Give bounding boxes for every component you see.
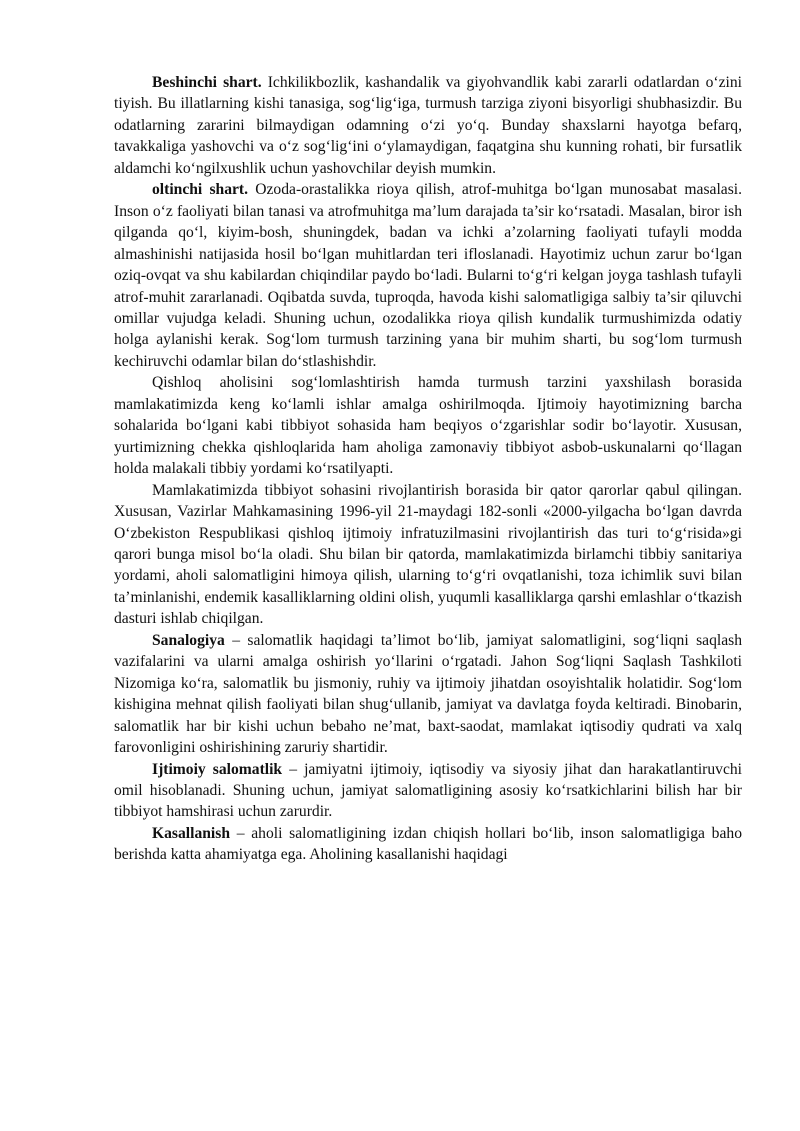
paragraph-text: Qishloq aholisini sog‘lomlashtirish hamda turmush tarzini yaxshilash borasida mamlakatimizda keng ko‘lamli ishlar amalga oshirilmoqda. Ijtimoiy hayotimizning barcha sohalarida bo‘lgani kabi tibbiyot sohasida ham beqiyos o‘zgarishlar sodir bo‘layotir. Xususan, yurtimizning chekka qishloqlarida ham aholiga zamonaviy tibbiyot asbob-uskunalarni qo‘llagan holda malakali tibbiy yordami ko‘rsatilyapti.	[114, 374, 742, 478]
paragraph-kasallanish	[114, 823, 742, 866]
paragraph-term: Beshinchi shart.	[152, 74, 262, 91]
paragraph-beshinchi-shart	[114, 72, 742, 179]
paragraph-term: Ijtimoiy salomatlik	[152, 760, 283, 778]
paragraph-sanalogiya	[114, 630, 742, 759]
paragraph-term: Sanalogiya	[152, 631, 225, 649]
paragraph-term: Kasallanish	[152, 824, 230, 842]
paragraph-term: oltinchi shart.	[152, 181, 249, 199]
paragraph-qishloq-aholisi	[114, 372, 742, 479]
paragraph-text: Mamlakatimizda tibbiyot sohasini rivojlantirish borasida bir qator qarorlar qabul qilingan. Xususan, Vazirlar Mahkamasining 1996-yil 21-maydagi 182-sonli «2000-yilgacha bo‘lgan davrda O‘zbekiston Respublikasi qishloq ijtimoiy infratuzilmasini rivojlantirish das turi to‘g‘risida»gi qarori bunga misol bo‘la oladi. Shu bilan bir qatorda, mamlakatimizda birlamchi tibbiy sanitariya yordami, aholi salomatligini himoya qilish, ularning to‘g‘ri ovqatlanishi, toza ichimlik suvi bilan ta’minlanishi, endemik kasalliklarning oldini olish, yuqumli kasalliklarga qarshi emlashlar o‘tkazish dasturi ishlab chiqilgan.	[114, 481, 742, 628]
document-page	[114, 72, 742, 866]
paragraph-text: Ozoda-orastalikka rioya qilish, atrof-muhitga bo‘lgan munosabat masalasi. Inson o‘z faoliyati bilan tanasi va atrofmuhitga ma’lum darajada ta’sir ko‘rsatadi. Masalan, biror ish qilganda qo‘l, kiyim-bosh, shuningdek, badan va ichki a’zolarning faoliyati tufayli modda almashinishi natijasida hosil bo‘lgan muhitlardan teri ifloslanadi. Hayotimiz uchun zarur bo‘lgan oziq-ovqat va shu kabilardan chiqindilar paydo bo‘ladi. Bularni to‘g‘ri kelgan joyga tashlash tufayli atrof-muhit zararlanadi. Oqibatda suvda, tuproqda, havoda kishi salomatligiga salbiy ta’sir qiluvchi omillar vujudga keladi. Shuning uchun, ozodalikka rioya qilish kundalik turmushimizda odatiy holga aylanishi kerak. Sog‘lom turmush tarzining yana bir muhim sharti, bu sog‘lom turmush kechiruvchi odamlar bilan do‘stlashishdir.	[114, 181, 743, 370]
paragraph-text: – jamiyatni ijtimoiy, iqtisodiy va siyosiy jihat dan harakatlantiruvchi omil hisoblanadi. Shuning uchun, jamiyat salomatligining asosiy ko‘rsatkichlarini bilish har bir tibbiyot hamshirasi uchun zarurdir.	[114, 760, 742, 821]
paragraph-text: – salomatlik haqidagi ta’limot bo‘lib, jamiyat salomatligini, sog‘liqni saqlash vazifalarini va ularni amalga oshirish yo‘llarini o‘rgatadi. Jahon Sog‘liqni Saqlash Tashkiloti Nizomiga ko‘ra, salomatlik bu jismoniy, ruhiy va ijtimoiy jihatdan osoyishtalik holatidir. Sog‘lom kishigina mehnat qilish faoliyati bilan shug‘ullanib, jamiyat va davlatga foyda keltiradi. Binobarin, salomatlik har bir kishi uchun bebaho ne’mat, baxt-saodat, mamlakat iqtisodiy qudrati va xalq farovonligini oshirishining zaruriy shartidir.	[114, 631, 742, 757]
paragraph-mamlakatimizda	[114, 480, 742, 630]
paragraph-ijtimoiy-salomatlik	[114, 759, 742, 823]
paragraph-text: – aholi salomatligining izdan chiqish hollari bo‘lib, inson salomatligiga baho berishda katta ahamiyatga ega. Aholining kasallanishi haqidagi	[114, 824, 742, 864]
paragraph-text: Ichkilikbozlik, kashandalik va giyohvandlik kabi zararli odatlardan o‘zini tiyish. Bu illatlarning kishi tanasiga, sog‘lig‘iga, turmush tarziga ziyoni bisyorligi shubhasizdir. Bu odatlarning zararini bilmaydigan odamning o‘zi yo‘q. Bunday shaxslarni hayotga befarq, tavakkaliga yashovchi va o‘z sog‘lig‘ini o‘ylamaydigan, faqatgina shu kunning rohati, bir fursatlik aldamchi ko‘ngilxushlik uchun yashovchilar deyish mumkin.	[114, 74, 743, 177]
paragraph-oltinchi-shart	[114, 179, 742, 372]
